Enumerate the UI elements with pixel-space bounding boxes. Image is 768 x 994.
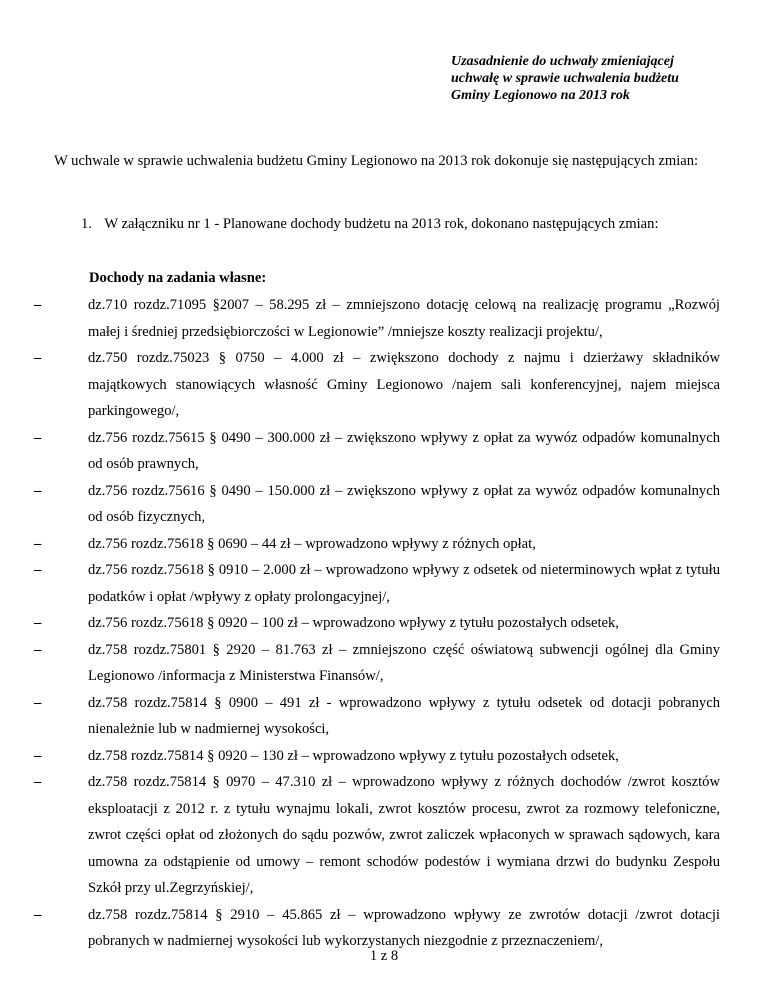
list-item bbox=[34, 690, 720, 743]
list-item bbox=[34, 743, 720, 770]
list-item-text: dz.758 rozdz.75814 § 0900 – 491 zł - wprowadzono wpływy z tytułu odsetek od dotacji pobranych nienależnie lub w nadmiernej wysokości, bbox=[88, 694, 720, 737]
list-item bbox=[34, 769, 720, 902]
list-item-text: dz.758 rozdz.75814 § 2910 – 45.865 zł – wprowadzono wpływy ze zwrotów dotacji /zwrot dotacji pobranych w nadmiernej wysokości lub wykorzystanych niezgodnie z przeznaczeniem/, bbox=[88, 906, 720, 949]
document-heading bbox=[451, 53, 741, 104]
dash-bullet-icon: – bbox=[34, 641, 42, 658]
list-item bbox=[34, 531, 720, 558]
dash-bullet-icon: – bbox=[34, 774, 42, 790]
changes-list bbox=[34, 292, 720, 955]
list-item bbox=[34, 425, 720, 478]
point-number: 1. bbox=[81, 216, 92, 232]
dash-bullet-icon: – bbox=[34, 535, 42, 552]
list-item-text: dz.710 rozdz.71095 §2007 – 58.295 zł – zmniejszono dotację celową na realizację programu „Rozwój małej i średniej przedsiębiorczości w Legionowie” /mniejsze koszty realizacji projektu/, bbox=[88, 297, 720, 340]
list-item-text: dz.756 rozdz.75615 § 0490 – 300.000 zł – zwiększono wpływy z opłat za wywóz odpadów komunalnych od osób prawnych, bbox=[88, 429, 720, 472]
list-item bbox=[34, 557, 720, 610]
section-subheading: Dochody na zadania własne: bbox=[89, 270, 267, 286]
dash-bullet-icon: – bbox=[34, 694, 42, 711]
dash-bullet-icon: – bbox=[34, 429, 42, 446]
heading-line-1: Uzasadnienie do uchwały zmieniającej bbox=[451, 54, 674, 69]
list-item bbox=[34, 637, 720, 690]
list-item-text: dz.756 rozdz.75618 § 0690 – 44 zł – wprowadzono wpływy z różnych opłat, bbox=[88, 535, 536, 552]
list-item-text: dz.758 rozdz.75801 § 2920 – 81.763 zł – zmniejszono część oświatową subwencji ogólnej dla Gminy Legionowo /informacja z Ministerstwa Finansów/, bbox=[88, 641, 720, 684]
list-item-text: dz.756 rozdz.75618 § 0920 – 100 zł – wprowadzono wpływy z tytułu pozostałych odsetek, bbox=[88, 615, 619, 631]
numbered-point bbox=[81, 214, 721, 234]
dash-bullet-icon: – bbox=[34, 747, 42, 764]
list-item-text: dz.756 rozdz.75618 § 0910 – 2.000 zł – wprowadzono wpływy z odsetek od nieterminowych wpłat z tytułu podatków i opłat /wpływy z opłaty prolongacyjnej/, bbox=[88, 562, 720, 605]
page-number: 1 z 8 bbox=[369, 948, 399, 964]
list-item bbox=[34, 345, 720, 425]
point-text: W załączniku nr 1 - Planowane dochody budżetu na 2013 rok, dokonano następujących zmian: bbox=[104, 216, 659, 232]
heading-line-2: uchwałę w sprawie uchwalenia budżetu bbox=[451, 71, 679, 86]
dash-bullet-icon: – bbox=[34, 297, 42, 313]
dash-bullet-icon: – bbox=[34, 615, 42, 631]
list-item-text: dz.758 rozdz.75814 § 0970 – 47.310 zł – wprowadzono wpływy z różnych dochodów /zwrot kosztów eksploatacji z 2012 r. z tytułu wynajmu lokali, zwrot kosztów procesu, zwrot za rozmowy telefoniczne, zwrot części opłat od złożonych do sądu pozwów, zwrot zaliczek wpłaconych w sprawach sądowych, kara umowna za odstąpienie od umowy – remont schodów podestów i wymiana drzwi do budynku Zespołu Szkół przy ul.Zegrzyńskiej/, bbox=[88, 774, 720, 896]
dash-bullet-icon: – bbox=[34, 350, 42, 366]
list-item-text: dz.758 rozdz.75814 § 0920 – 130 zł – wprowadzono wpływy z tytułu pozostałych odsetek, bbox=[88, 747, 619, 764]
list-item bbox=[34, 610, 720, 637]
heading-line-3: Gminy Legionowo na 2013 rok bbox=[451, 88, 630, 103]
list-item-text: dz.756 rozdz.75616 § 0490 – 150.000 zł – zwiększono wpływy z opłat za wywóz odpadów komunalnych od osób fizycznych, bbox=[88, 482, 720, 525]
intro-paragraph: W uchwale w sprawie uchwalenia budżetu Gminy Legionowo na 2013 rok dokonuje się następujących zmian: bbox=[54, 153, 699, 169]
list-item-text: dz.750 rozdz.75023 § 0750 – 4.000 zł – zwiększono dochody z najmu i dzierżawy składników majątkowych stanowiących własność Gminy Legionowo /najem sali konferencyjnej, najem miejsca parkingowego/, bbox=[88, 350, 720, 419]
dash-bullet-icon: – bbox=[34, 906, 42, 923]
dash-bullet-icon: – bbox=[34, 482, 42, 499]
list-item bbox=[34, 292, 720, 345]
dash-bullet-icon: – bbox=[34, 562, 42, 578]
list-item bbox=[34, 478, 720, 531]
